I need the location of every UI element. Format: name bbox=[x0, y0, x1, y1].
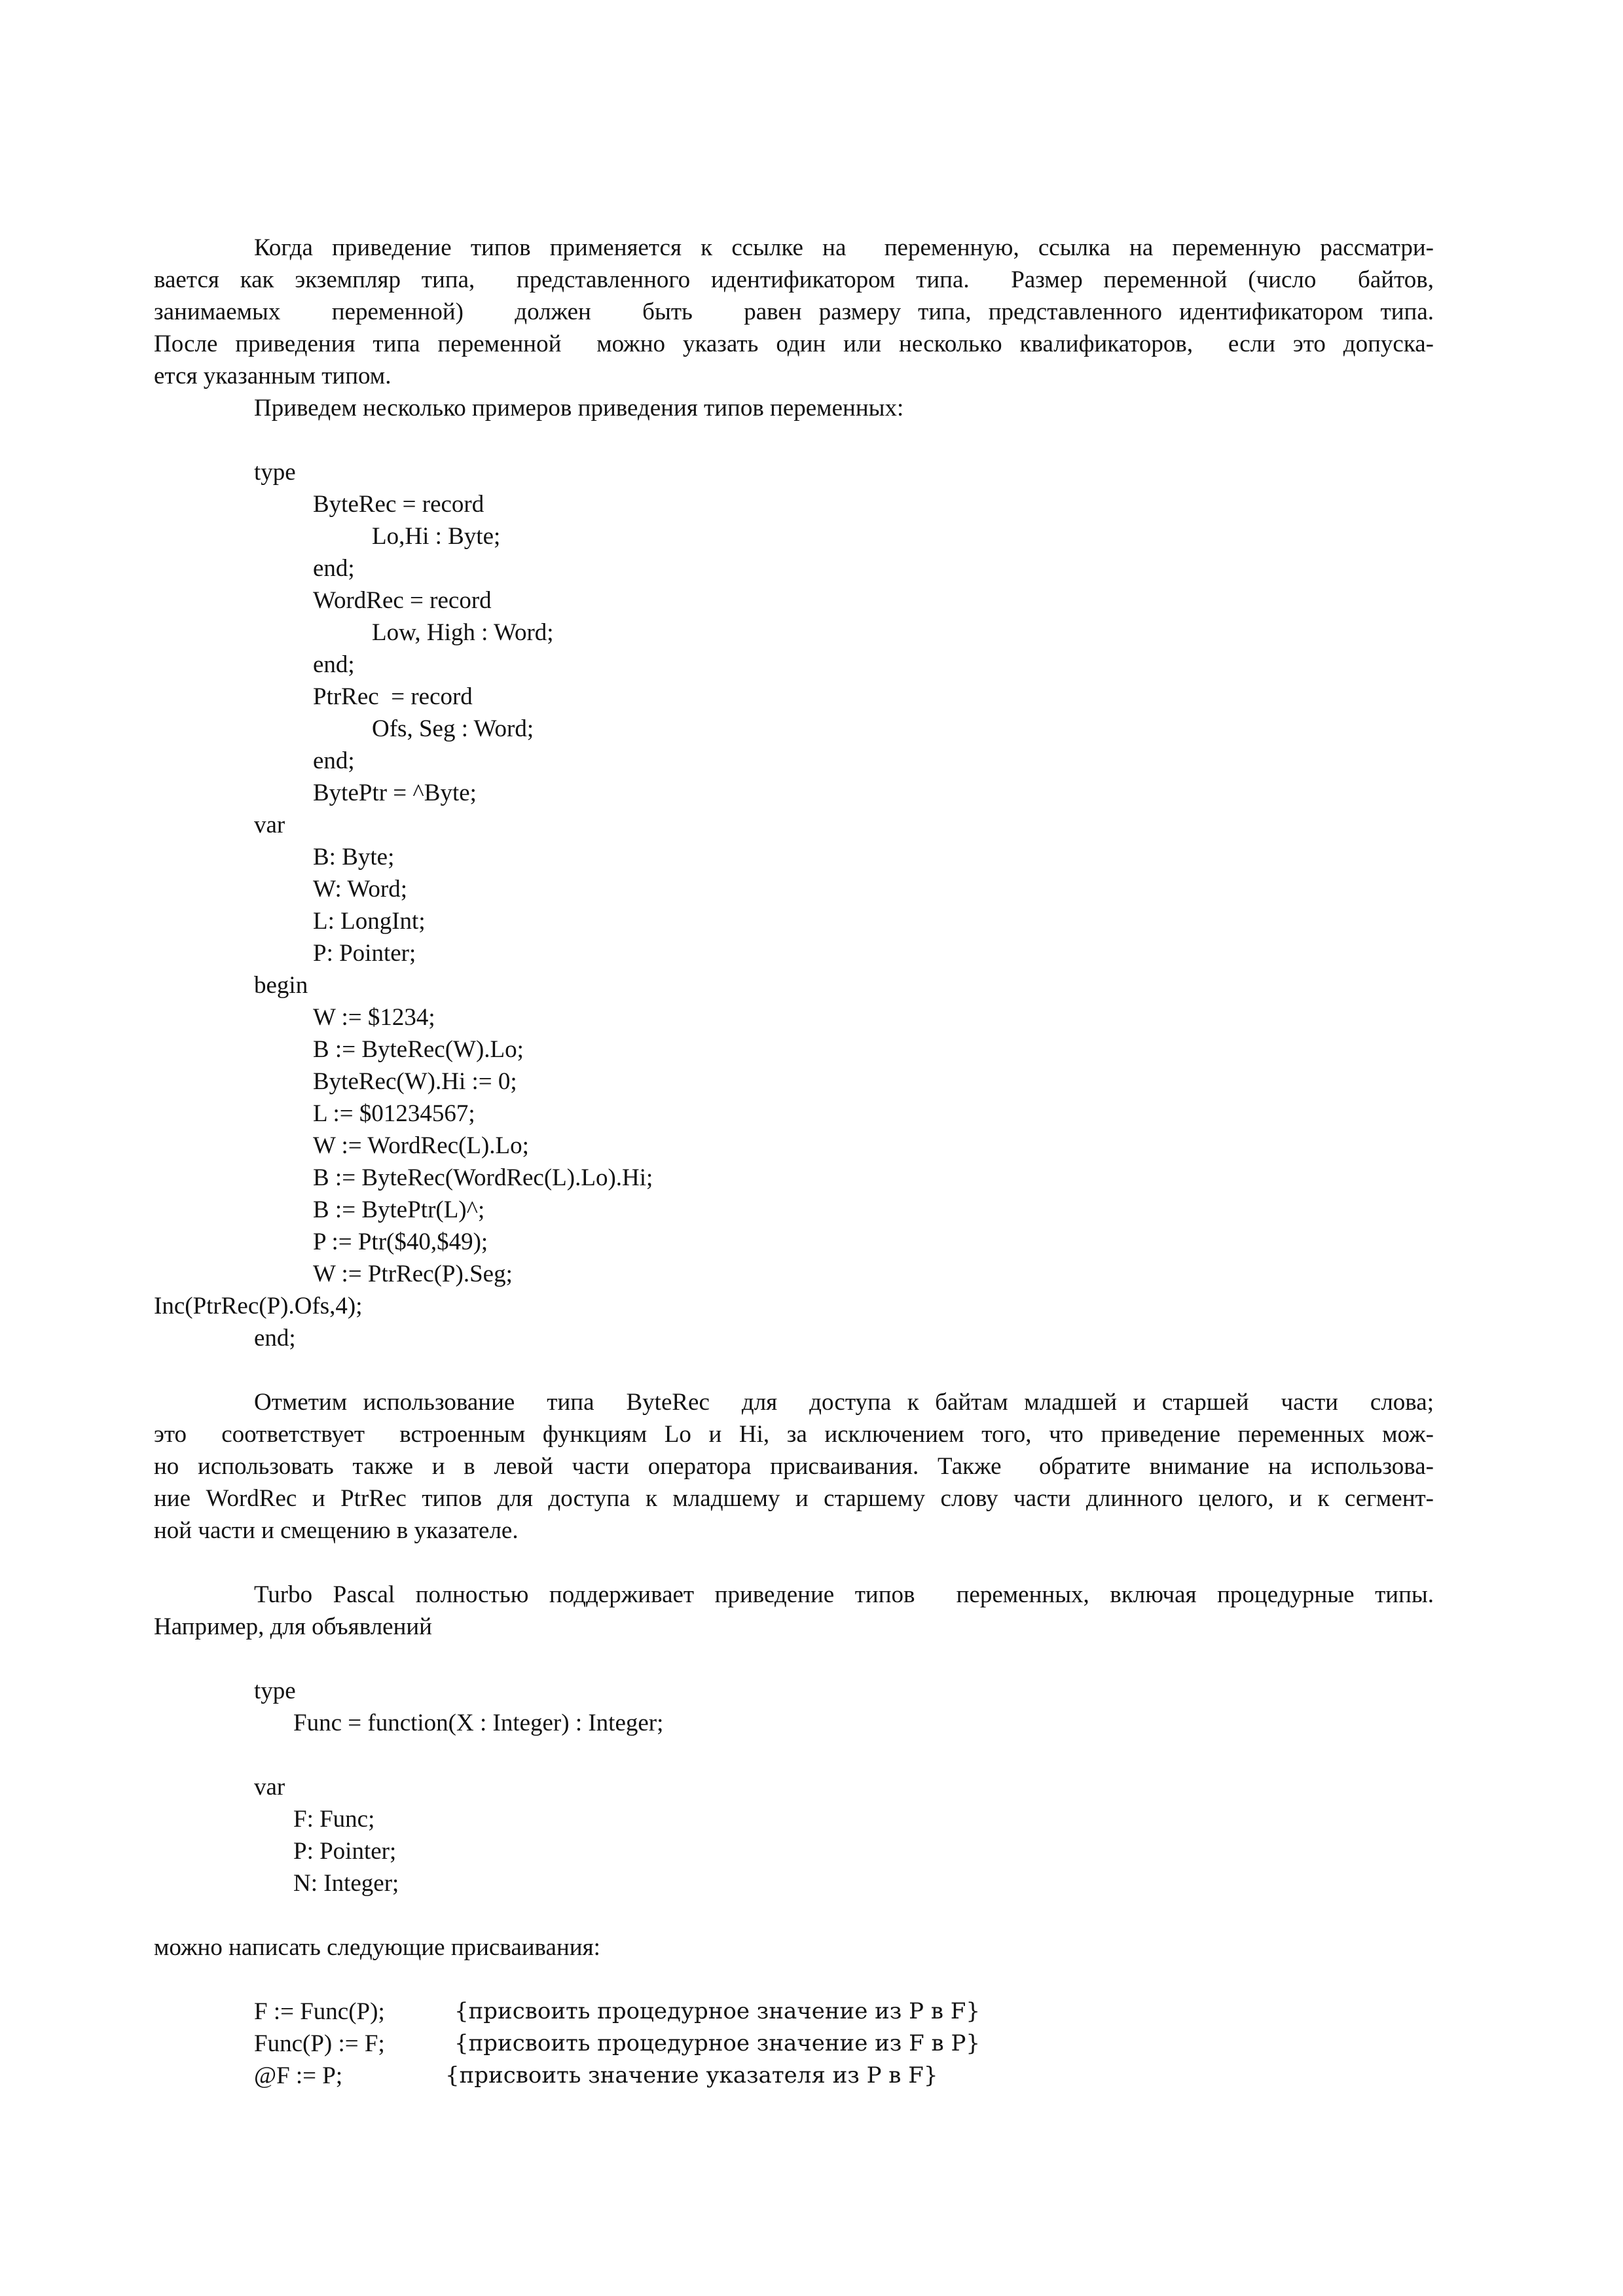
code-line: F: Func; bbox=[293, 1806, 375, 1833]
code-line: var bbox=[254, 812, 285, 838]
assignment-comment: {присвоить значение указателя из P в F} bbox=[445, 2062, 938, 2089]
text-line: ной части и смещению в указателе. bbox=[154, 1517, 519, 1544]
code-line: W := PtrRec(P).Seg; bbox=[313, 1261, 513, 1287]
assignment-code: Func(P) := F; bbox=[254, 2030, 385, 2057]
paragraph-examples-intro: Приведем несколько примеров приведения типов переменных: bbox=[254, 395, 904, 422]
text-line: ется указанным типом. bbox=[154, 363, 392, 389]
code-line: P: Pointer; bbox=[293, 1838, 397, 1865]
code-line: BytePtr = ^Byte; bbox=[313, 780, 477, 806]
code-line: W := $1234; bbox=[313, 1004, 435, 1031]
code-line: end; bbox=[254, 1325, 296, 1352]
code-line: end; bbox=[313, 651, 355, 678]
text-line: Когда приведение типов применяется к ссылке на переменную, ссылка на переменную рассматри- bbox=[254, 234, 1434, 261]
code-line: Lo,Hi : Byte; bbox=[372, 523, 501, 550]
code-line: P: Pointer; bbox=[313, 940, 416, 967]
text-line: вается как экземпляр типа, представленного идентификатором типа. Размер переменной (число байтов, bbox=[154, 266, 1434, 293]
code-line: type bbox=[254, 1677, 296, 1704]
text-line: занимаемых переменной) должен быть равен размеру типа, представленного идентификатором типа. bbox=[154, 298, 1434, 325]
code-line: ByteRec(W).Hi := 0; bbox=[313, 1068, 517, 1095]
code-line: B := ByteRec(W).Lo; bbox=[313, 1036, 524, 1063]
paragraph-assignments-intro: можно написать следующие присваивания: bbox=[154, 1934, 600, 1961]
text-line: ние WordRec и PtrRec типов для доступа к младшему и старшему слову части длинного целого, и к сегмент- bbox=[154, 1485, 1434, 1512]
code-line: PtrRec = record bbox=[313, 683, 473, 710]
assignment-comment: {присвоить процедурное значение из P в F} bbox=[454, 1998, 981, 2024]
code-line: end; bbox=[313, 747, 355, 774]
code-line: B: Byte; bbox=[313, 844, 395, 870]
code-line: begin bbox=[254, 972, 308, 999]
code-line: B := BytePtr(L)^; bbox=[313, 1196, 485, 1223]
code-line: L := $01234567; bbox=[313, 1100, 475, 1127]
assignment-comment: {присвоить процедурное значение из F в P} bbox=[454, 2030, 981, 2056]
code-line: W: Word; bbox=[313, 876, 407, 903]
text-line: После приведения типа переменной можно указать один или несколько квалификаторов, если это допуска- bbox=[154, 331, 1434, 357]
code-line: Func = function(X : Integer) : Integer; bbox=[293, 1710, 664, 1736]
code-line: L: LongInt; bbox=[313, 908, 426, 935]
code-line: Inc(PtrRec(P).Ofs,4); bbox=[154, 1293, 363, 1319]
code-line: var bbox=[254, 1774, 285, 1801]
code-line: ByteRec = record bbox=[313, 491, 484, 518]
code-line: B := ByteRec(WordRec(L).Lo).Hi; bbox=[313, 1164, 653, 1191]
code-line: type bbox=[254, 459, 296, 486]
code-line: Low, High : Word; bbox=[372, 619, 554, 646]
code-line: N: Integer; bbox=[293, 1870, 399, 1897]
code-line: W := WordRec(L).Lo; bbox=[313, 1132, 529, 1159]
text-line: но использовать также и в левой части оператора присваивания. Также обратите внимание на использова- bbox=[154, 1453, 1434, 1480]
text-line: Отметим использование типа ByteRec для доступа к байтам младшей и старшей части слова; bbox=[254, 1389, 1434, 1416]
text-line: это соответствует встроенным функциям Lo и Hi, за исключением того, что приведение переменных мож- bbox=[154, 1421, 1434, 1448]
code-line: WordRec = record bbox=[313, 587, 492, 614]
code-line: end; bbox=[313, 555, 355, 582]
assignment-code: F := Func(P); bbox=[254, 1998, 385, 2025]
code-line: P := Ptr($40,$49); bbox=[313, 1229, 488, 1255]
code-line: Ofs, Seg : Word; bbox=[372, 715, 534, 742]
assignment-code: @F := P; bbox=[254, 2062, 343, 2089]
text-line: Turbo Pascal полностью поддерживает приведение типов переменных, включая процедурные типы. bbox=[254, 1581, 1434, 1608]
text-line: Например, для объявлений bbox=[154, 1613, 432, 1640]
